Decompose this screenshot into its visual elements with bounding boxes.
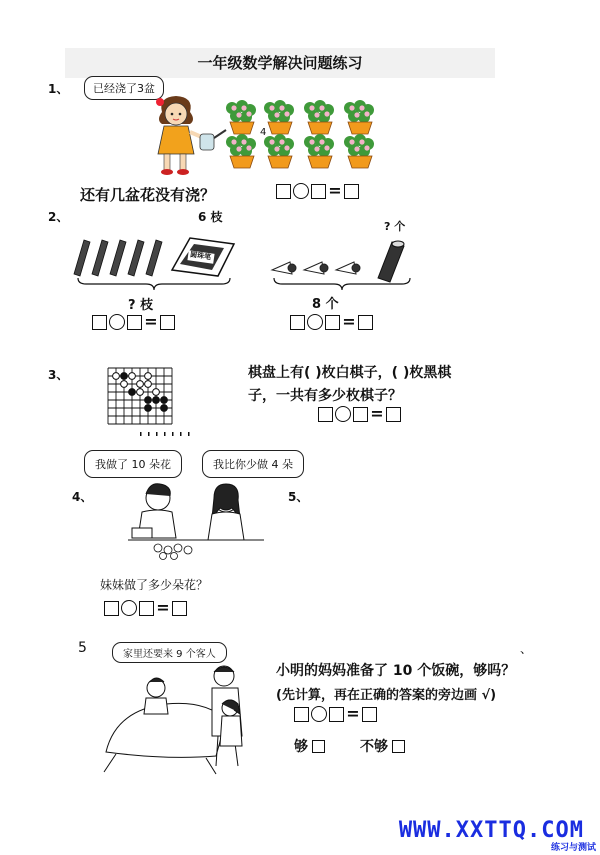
- q4-left-bubble: 我做了 10 朵花: [84, 450, 182, 478]
- operator-circle[interactable]: [307, 314, 323, 330]
- q2-left-top-label: 6 枝: [198, 210, 223, 224]
- page-title: 一年级数学解决问题练习: [65, 48, 495, 78]
- operator-circle[interactable]: [121, 600, 137, 616]
- answer-box[interactable]: [294, 707, 309, 722]
- answer-box[interactable]: [290, 315, 305, 330]
- q5-bubble: 家里还要来 9 个客人: [112, 642, 227, 663]
- q5-not-enough-option[interactable]: [360, 736, 405, 756]
- enough-checkbox[interactable]: [312, 740, 325, 753]
- answer-box[interactable]: [92, 315, 107, 330]
- answer-box[interactable]: [386, 407, 401, 422]
- flower-pots-illustration: [222, 98, 382, 170]
- q5-line1: 小明的妈妈准备了 10 个饭碗，够吗？: [276, 663, 516, 679]
- q1-number: 1、: [48, 82, 69, 96]
- equals-sign: =: [328, 181, 342, 200]
- answer-box[interactable]: [329, 707, 344, 722]
- right-brace: [272, 276, 412, 292]
- answer-box[interactable]: [127, 315, 142, 330]
- answer-box[interactable]: [325, 315, 340, 330]
- operator-circle[interactable]: [311, 706, 327, 722]
- pen-box-label: 圆珠笔: [189, 250, 212, 262]
- q1-equation: [276, 183, 359, 199]
- q4-question: 妹妹做了多少朵花？: [100, 578, 209, 592]
- answer-box[interactable]: [160, 315, 175, 330]
- q2-right-brace-label: 8 个: [312, 297, 339, 312]
- children-making-flowers-illustration: [128, 478, 264, 558]
- answer-box[interactable]: [139, 601, 154, 616]
- equals-sign: =: [144, 312, 158, 331]
- left-brace: [76, 276, 232, 292]
- equals-sign: =: [342, 312, 356, 331]
- q4-number-right: 5、: [288, 490, 309, 504]
- q1-speech-bubble: 已经浇了3盆: [84, 76, 164, 100]
- q5-line2: (先计算，再在正确的答案的旁边画 √): [276, 688, 497, 703]
- go-board-illustration: [102, 362, 198, 440]
- answer-box[interactable]: [344, 184, 359, 199]
- q3-number: 3、: [48, 368, 69, 382]
- answer-box[interactable]: [104, 601, 119, 616]
- operator-circle[interactable]: [109, 314, 125, 330]
- q5-number: 5: [78, 640, 87, 656]
- answer-box[interactable]: [311, 184, 326, 199]
- answer-box[interactable]: [318, 407, 333, 422]
- pens-illustration: [70, 234, 160, 278]
- q4-number: 4、: [72, 490, 93, 504]
- equals-sign: =: [370, 404, 384, 423]
- equals-sign: =: [346, 704, 360, 723]
- operator-circle[interactable]: [335, 406, 351, 422]
- q5-equation: [294, 706, 377, 722]
- q2-left-brace-label: ? 枝: [128, 298, 154, 313]
- watermark-small: 练习与测试: [550, 843, 596, 853]
- answer-box[interactable]: [276, 184, 291, 199]
- not-enough-label: 不够: [360, 739, 388, 755]
- q5-enough-option[interactable]: [294, 736, 325, 756]
- equals-sign: =: [156, 598, 170, 617]
- q4-equation: [104, 600, 187, 616]
- operator-circle[interactable]: [293, 183, 309, 199]
- q3-text-line1: 棋盘上有( )枚白棋子，( )枚黑棋: [248, 365, 452, 381]
- watermark: WWW.XXTTQ.COM: [398, 818, 584, 843]
- answer-box[interactable]: [362, 707, 377, 722]
- answer-box[interactable]: [353, 407, 368, 422]
- answer-box[interactable]: [358, 315, 373, 330]
- family-dining-table-illustration: [96, 660, 266, 776]
- q3-text-line2: 子，一共有多少枚棋子？: [248, 388, 402, 404]
- q2-left-equation: [92, 314, 175, 330]
- enough-label: 够: [294, 739, 308, 755]
- q5-comma: 、: [520, 642, 533, 656]
- q3-equation: [318, 406, 401, 422]
- q2-number: 2、: [48, 210, 69, 224]
- answer-box[interactable]: [172, 601, 187, 616]
- q4-right-bubble: 我比你少做 4 朵: [202, 450, 304, 478]
- q2-right-equation: [290, 314, 373, 330]
- shuttlecocks-illustration: [268, 252, 378, 278]
- not-enough-checkbox[interactable]: [392, 740, 405, 753]
- q2-right-top-label: ? 个: [384, 220, 406, 233]
- girl-watering-illustration: [150, 92, 230, 177]
- q1-small-digit: 4: [260, 127, 267, 138]
- q1-question: 还有几盆花没有浇？: [80, 186, 216, 204]
